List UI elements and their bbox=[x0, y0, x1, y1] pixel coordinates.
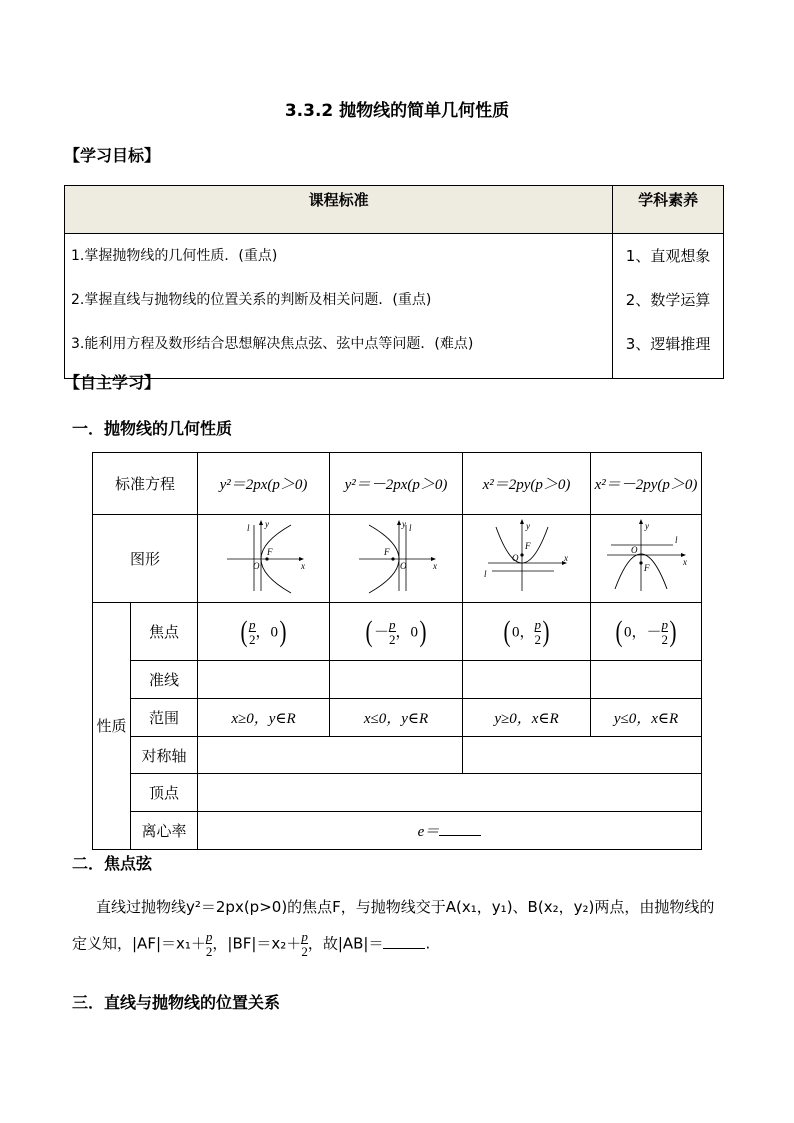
frac-num: p bbox=[661, 616, 669, 632]
figure-label: x bbox=[563, 552, 568, 563]
section-learning-goals: 【学习目标】 bbox=[64, 146, 161, 165]
figure-label: y bbox=[402, 518, 407, 529]
label-range: 范围 bbox=[131, 699, 198, 737]
figure-label: l bbox=[483, 568, 487, 579]
range-cell: x≥0，y∈R bbox=[198, 699, 330, 737]
parabola-down-figure bbox=[601, 519, 691, 595]
label-figure: 图形 bbox=[93, 515, 198, 603]
directrix-blank bbox=[330, 661, 463, 699]
figure-label: x bbox=[300, 560, 305, 571]
frac-den: 2 bbox=[389, 631, 396, 647]
directrix-blank bbox=[591, 661, 702, 699]
ability-item: 2、数学运算 bbox=[625, 291, 711, 309]
figure-label: y bbox=[645, 520, 650, 531]
ability-item: 1、直观想象 bbox=[625, 247, 711, 265]
goal-item: 3.能利用方程及数形结合思想解决焦点弦、弦中点等问题．(难点) bbox=[71, 336, 474, 352]
frac-den: 2 bbox=[249, 631, 256, 647]
figure-label: x bbox=[683, 556, 688, 567]
parabola-up-figure bbox=[482, 519, 572, 595]
range-cell: y≤0，x∈R bbox=[591, 699, 702, 737]
header-subject-literacy: 学科素养 bbox=[613, 186, 724, 234]
frac-den: 2 bbox=[301, 944, 308, 959]
focus-pre: 0， bbox=[512, 624, 535, 640]
vertex-blank bbox=[198, 774, 702, 812]
axis-blank bbox=[198, 737, 463, 774]
heading-focal-chord: 二．焦点弦 bbox=[72, 854, 153, 873]
focus-cell: ( 0，－ $\frac{p}{2}$ ) bbox=[591, 603, 702, 661]
eccentricity-cell bbox=[198, 812, 702, 850]
goals-cell bbox=[65, 234, 613, 379]
focus-cell: ( 0， $\frac{p}{2}$ ) bbox=[463, 603, 591, 661]
heading-geometric-properties: 一．抛物线的几何性质 bbox=[72, 419, 233, 438]
label-properties: 性质 bbox=[93, 603, 131, 850]
focus-cell: ( $\frac{p}{2}$ ，0) bbox=[198, 603, 330, 661]
figure-label: O bbox=[400, 560, 407, 571]
label-vertex: 顶点 bbox=[131, 774, 198, 812]
goal-item: 2.掌握直线与抛物线的位置关系的判断及相关问题．(重点) bbox=[71, 292, 432, 308]
frac-den: 2 bbox=[661, 631, 669, 647]
goal-item: 1.掌握抛物线的几何性质．(重点) bbox=[71, 248, 278, 264]
figure-label: F bbox=[524, 540, 531, 551]
parabola-right-figure bbox=[219, 519, 309, 595]
range-cell: x≤0，y∈R bbox=[330, 699, 463, 737]
equation-cell: y²＝－2px(p＞0) bbox=[330, 453, 463, 515]
focal-chord-period: . bbox=[425, 934, 431, 953]
figure-label: l bbox=[246, 522, 250, 533]
frac-num: p bbox=[301, 929, 308, 944]
focal-chord-line1: 直线过抛物线y²＝2px(p>0)的焦点F，与抛物线交于A(x₁，y₁)、B(x₂，y₂)两点，由抛物线的 bbox=[96, 898, 715, 916]
figure-cell bbox=[591, 515, 702, 603]
focal-chord-ab: ，故|AB|＝ bbox=[307, 934, 384, 953]
figure-label: F bbox=[266, 546, 273, 557]
focal-chord-af: 定义知，|AF|＝x₁＋ bbox=[72, 934, 206, 953]
focal-chord-blank bbox=[383, 934, 425, 949]
label-eccentricity: 离心率 bbox=[131, 812, 198, 850]
label-focus: 焦点 bbox=[131, 603, 198, 661]
properties-table bbox=[92, 452, 702, 850]
figure-label: O bbox=[631, 544, 638, 555]
figure-label: F bbox=[384, 546, 390, 557]
goals-table bbox=[64, 185, 724, 379]
equation-cell: x²＝－2py(p＞0) bbox=[591, 453, 702, 515]
eccentricity-blank bbox=[439, 821, 481, 836]
ability-item: 3、逻辑推理 bbox=[625, 335, 711, 353]
figure-label: y bbox=[264, 518, 269, 529]
axis-blank bbox=[463, 737, 702, 774]
figure-cell bbox=[198, 515, 330, 603]
range-cell: y≥0，x∈R bbox=[463, 699, 591, 737]
header-course-standard: 课程标准 bbox=[65, 186, 613, 234]
focal-chord-bf: ，|BF|＝x₂＋ bbox=[212, 934, 302, 953]
focus-cell: ( － $\frac{p}{2}$ ，0) bbox=[330, 603, 463, 661]
directrix-blank bbox=[198, 661, 330, 699]
figure-label: F bbox=[644, 562, 650, 573]
focus-post: ，0 bbox=[395, 624, 419, 640]
figure-label: O bbox=[252, 560, 260, 571]
label-symmetry-axis: 对称轴 bbox=[131, 737, 198, 774]
heading-line-parabola-position: 三．直线与抛物线的位置关系 bbox=[72, 993, 281, 1012]
figure-label: l bbox=[409, 522, 412, 533]
frac-den: 2 bbox=[205, 944, 213, 959]
figure-cell bbox=[330, 515, 463, 603]
frac-num: p bbox=[205, 929, 213, 944]
frac-num: p bbox=[249, 616, 256, 632]
figure-label: y bbox=[525, 520, 530, 531]
directrix-blank bbox=[463, 661, 591, 699]
eccentricity-text: e＝ bbox=[417, 824, 440, 840]
parabola-left-figure bbox=[351, 519, 441, 595]
figure-label: x bbox=[433, 560, 438, 571]
page-title: 3.3.2 抛物线的简单几何性质 bbox=[284, 101, 510, 121]
focal-chord-line2 bbox=[72, 930, 430, 958]
equation-cell: x²＝2py(p＞0) bbox=[463, 453, 591, 515]
frac-num: p bbox=[534, 616, 542, 632]
frac-num: p bbox=[389, 616, 396, 632]
label-directrix: 准线 bbox=[131, 661, 198, 699]
abilities-cell bbox=[613, 234, 724, 379]
equation-cell: y²＝2px(p＞0) bbox=[198, 453, 330, 515]
figure-label: l bbox=[675, 534, 678, 545]
section-self-study: 【自主学习】 bbox=[64, 373, 161, 392]
figure-cell bbox=[463, 515, 591, 603]
label-standard-equation: 标准方程 bbox=[93, 453, 198, 515]
focus-pre: － bbox=[374, 624, 390, 640]
focus-pre: 0，－ bbox=[624, 624, 662, 640]
focus-post: ，0 bbox=[255, 624, 279, 640]
figure-label: O bbox=[511, 552, 519, 563]
frac-den: 2 bbox=[534, 631, 542, 647]
